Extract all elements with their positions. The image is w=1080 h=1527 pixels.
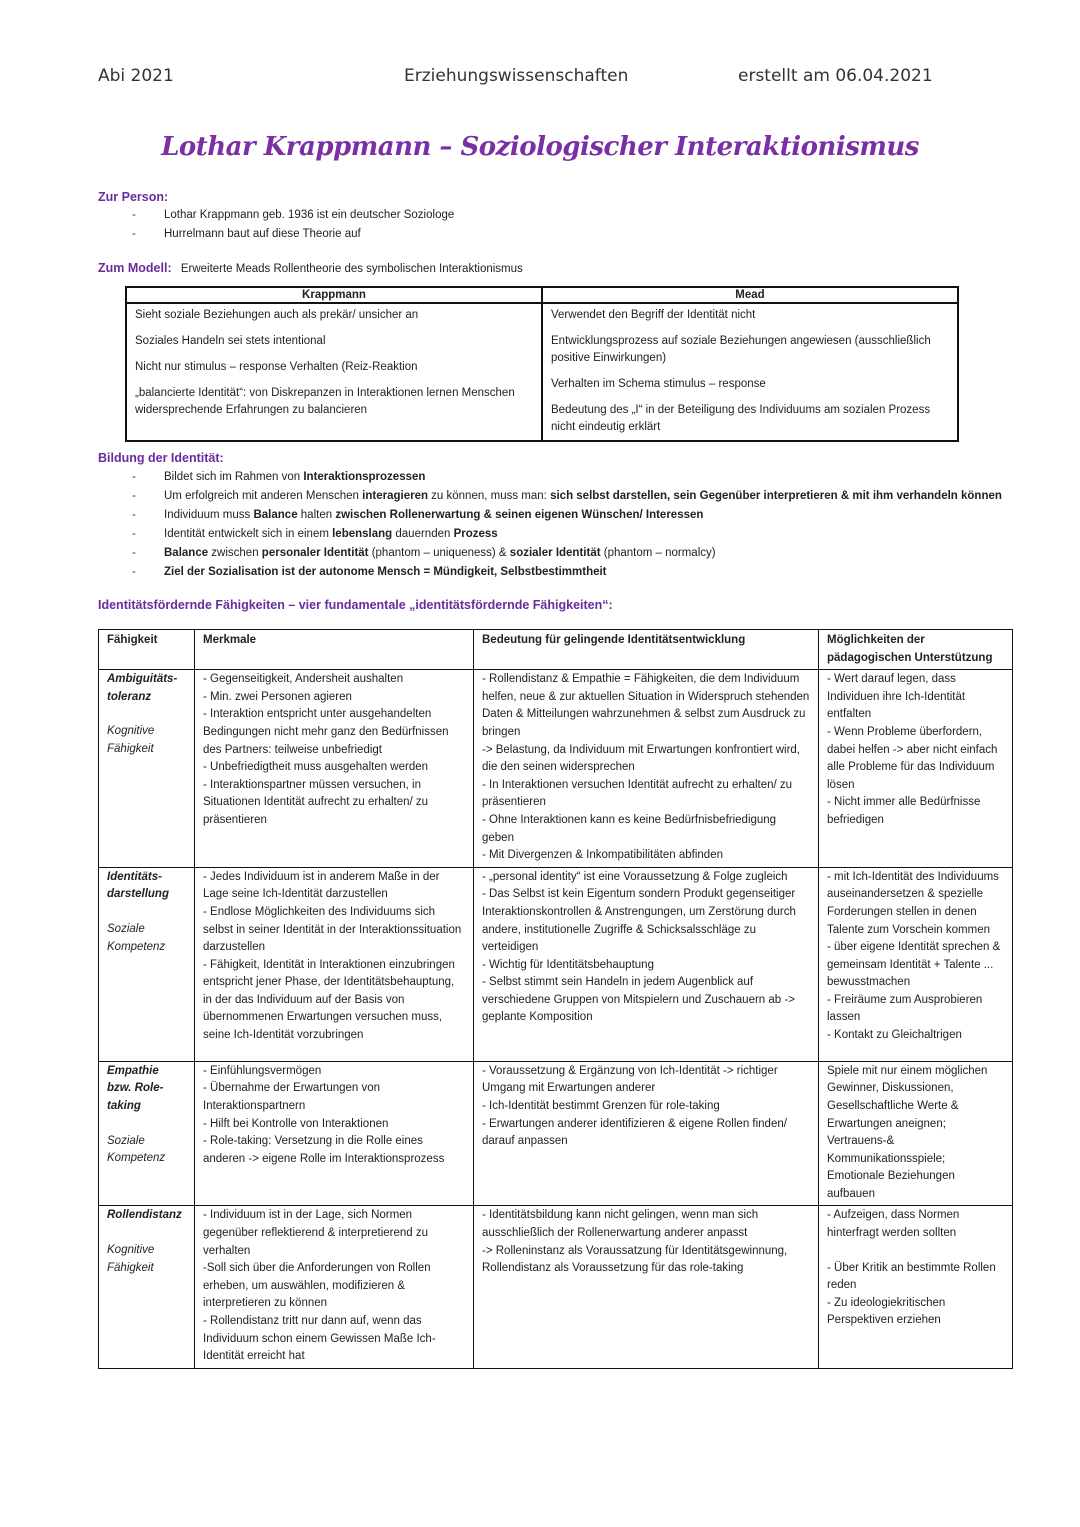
ability-cell bbox=[99, 867, 195, 1061]
ability-name: Rollendistanz bbox=[107, 1209, 182, 1222]
page-title: Lothar Krappmann – Soziologischer Interaktionismus bbox=[161, 132, 919, 162]
identity-list bbox=[128, 468, 1058, 582]
meaning-cell: - Voraussetzung & Ergänzung von Ich-Identität -> richtiger Umgang mit Erwartungen anderer - Ich-Identität bestimmt Grenzen für role-taking - Erwartungen anderer identifizieren & eigene Rollen finden/ darauf anpassen bbox=[474, 1061, 819, 1206]
model-label: Zum Modell: bbox=[98, 261, 172, 275]
comparison-table bbox=[125, 286, 959, 442]
header-subject: Erziehungswissenschaften bbox=[404, 66, 629, 86]
header-left: Abi 2021 bbox=[98, 66, 174, 86]
list-item: - Identität entwickelt sich in einem lebenslang dauernden Prozess bbox=[128, 525, 1058, 544]
krappmann-header: Krappmann bbox=[126, 287, 542, 303]
header-date: erstellt am 06.04.2021 bbox=[738, 66, 933, 86]
list-item: - Ziel der Sozialisation ist der autonome Mensch = Mündigkeit, Selbstbestimmtheit bbox=[128, 563, 1058, 582]
support-cell: - Wert darauf legen, dass Individuen ihre Ich-Identität entfalten - Wenn Probleme überfordern, dabei helfen -> aber nicht einfach alle Probleme für das Individuum lösen - Nicht immer alle Bedürfnisse befriedigen bbox=[819, 670, 1013, 868]
ability-category: Kognitive Fähigkeit bbox=[107, 1244, 155, 1274]
ability-cell bbox=[99, 1061, 195, 1206]
mead-cell bbox=[542, 303, 958, 441]
table-row bbox=[99, 1206, 1013, 1368]
ability-name: Identitäts-darstellung bbox=[107, 870, 169, 901]
list-item: Soziales Handeln sei stets intentional bbox=[135, 335, 326, 347]
ability-cell bbox=[99, 670, 195, 868]
meaning-cell: - Rollendistanz & Empathie = Fähigkeiten, die dem Individuum helfen, neue & zur aktuellen Situation in Widerspruch stehenden Daten & Mitteilungen wahrzunehmen & selbst zum Ausdruck zu bringen -> Belastung, da Individuum mit Erwartungen konfrontiert wird, die den seinen widersprechen - In Interaktionen versuchen Identität aufrecht zu erhalten/ zu präsentieren - Ohne Interaktionen kann es keine Bedürfnisbefriedigung geben - Mit Divergenzen & Inkompatibilitäten abfinden bbox=[474, 670, 819, 868]
table-row bbox=[99, 1061, 1013, 1206]
list-item: „balancierte Identität“: von Diskrepanzen in Interaktionen lernen Menschen widersprechende Erfahrungen zu balancieren bbox=[135, 387, 515, 416]
list-item: - Lothar Krappmann geb. 1936 ist ein deutscher Soziologe bbox=[128, 206, 1028, 225]
features-cell: - Gegenseitigkeit, Andersheit aushalten - Min. zwei Personen agieren - Interaktion entspricht unter ausgehandelten Bedingungen nicht mehr ganz den Bedürfnissen des Partners: teilweise unbefriedigt - Unbefriedigtheit muss ausgehalten werden - Interaktionspartner müssen versuchen, in Situationen Identität aufrecht zu erhalten/ zu präsentieren bbox=[195, 670, 474, 868]
support-cell: - mit Ich-Identität des Individuums auseinandersetzen & spezielle Forderungen stellen in denen Talente zum Vorschein kommen - über eigene Identität sprechen & gemeinsam Identität + Talente ... bewusstmachen - Freiräume zum Ausprobieren lassen - Kontakt zu Gleichaltrigen bbox=[819, 867, 1013, 1061]
ability-category: Soziale Kompetenz bbox=[107, 1134, 166, 1165]
list-item: - Hurrelmann baut auf diese Theorie auf bbox=[128, 225, 1028, 244]
mead-header: Mead bbox=[542, 287, 958, 303]
list-item: Bedeutung des „I“ in der Beteiligung des Individuums am sozialen Prozess nicht eindeutig erklärt bbox=[551, 404, 931, 433]
table-row bbox=[99, 670, 1013, 868]
list-item: - Balance zwischen personaler Identität (phantom – uniqueness) & sozialer Identität (phantom – normalcy) bbox=[128, 544, 1058, 563]
col-header: Merkmale bbox=[195, 630, 474, 670]
abilities-table bbox=[98, 629, 1013, 1369]
meaning-cell: - „personal identity“ ist eine Voraussetzung & Folge zugleich - Das Selbst ist kein Eigentum sondern Produkt gegenseitiger Interaktionskontrollen & Anstrengungen, um Zerstörung durch andere, institutionelle Zugriffe & Schicksalsschläge zu verteidigen - Wichtig für Identitätsbehauptung - Selbst stimmt sein Handeln in jedem Augenblick auf verschiedene Gruppen von Mitspielern und Zuschauern ab -> geplante Komposition bbox=[474, 867, 819, 1061]
list-item: - Um erfolgreich mit anderen Menschen interagieren zu können, muss man: sich selbst darstellen, sein Gegenüber interpretieren & mit ihm verhandeln können bbox=[128, 487, 1058, 506]
list-item: Verwendet den Begriff der Identität nicht bbox=[551, 309, 756, 321]
abilities-label: Identitätsfördernde Fähigkeiten – vier fundamentale „identitätsfördernde Fähigkeiten“: bbox=[98, 598, 613, 612]
features-cell: - Jedes Individuum ist in anderem Maße in der Lage seine Ich-Identität darzustellen - Endlose Möglichkeiten des Individuums sich selbst in seiner Identität in der Interaktionssituation darzustellen - Fähigkeit, Identität in Interaktionen einzubringen entspricht jener Phase, der Identitätsbehauptung, in der das Individuum auf der Basis von übernommenen Erwartungen versuchen muss, seine Ich-Identität vorzubringen bbox=[195, 867, 474, 1061]
ability-cell bbox=[99, 1206, 195, 1368]
person-list bbox=[128, 206, 1028, 244]
model-text: Erweiterte Meads Rollentheorie des symbolischen Interaktionismus bbox=[180, 263, 523, 275]
krappmann-cell bbox=[126, 303, 542, 441]
model-line bbox=[98, 259, 523, 279]
ability-category: Kognitive Fähigkeit bbox=[107, 725, 155, 755]
col-header: Fähigkeit bbox=[99, 630, 195, 670]
ability-name: Empathie bzw. Role-taking bbox=[107, 1064, 164, 1112]
ability-name: Ambiguitäts-toleranz bbox=[107, 673, 178, 703]
list-item: - Individuum muss Balance halten zwischen Rollenerwartung & seinen eigenen Wünschen/ Interessen bbox=[128, 506, 1058, 525]
person-label: Zur Person: bbox=[98, 190, 169, 204]
features-cell: - Einfühlungsvermögen - Übernahme der Erwartungen von Interaktionspartnern - Hilft bei Kontrolle von Interaktionen - Role-taking: Versetzung in die Rolle eines anderen -> eigene Rolle im Interaktionsprozess bbox=[195, 1061, 474, 1206]
meaning-cell: - Identitätsbildung kann nicht gelingen, wenn man sich ausschließlich der Rollenerwartung anderer anpasst -> Rolleninstanz als Voraussatzung für Identitätsgewinnung, Rollendistanz als Voraussetzung für das role-taking bbox=[474, 1206, 819, 1368]
list-item: Entwicklungsprozess auf soziale Beziehungen angewiesen (ausschließlich positive Einwirkungen) bbox=[551, 335, 931, 364]
list-item: Sieht soziale Beziehungen auch als prekär/ unsicher an bbox=[135, 309, 419, 321]
identity-label: Bildung der Identität: bbox=[98, 451, 224, 465]
col-header: Bedeutung für gelingende Identitätsentwicklung bbox=[474, 630, 819, 670]
support-cell: Spiele mit nur einem möglichen Gewinner, Diskussionen, Gesellschaftliche Werte & Erwartungen aneignen; Vertrauens-& Kommunikationsspiele; Emotionale Beziehungen aufbauen bbox=[819, 1061, 1013, 1206]
col-header: Möglichkeiten der pädagogischen Unterstützung bbox=[819, 630, 1013, 670]
support-cell: - Aufzeigen, dass Normen hinterfragt werden sollten - Über Kritik an bestimmte Rollen reden - Zu ideologiekritischen Perspektiven erziehen bbox=[819, 1206, 1013, 1368]
table-row bbox=[99, 867, 1013, 1061]
features-cell: - Individuum ist in der Lage, sich Normen gegenüber reflektierend & interpretierend zu verhalten -Soll sich über die Anforderungen von Rollen erheben, um auswählen, modifizieren & interpretieren zu können - Rollendistanz tritt nur dann auf, wenn das Individuum schon einem Gewissen Maße Ich-Identität erreicht hat bbox=[195, 1206, 474, 1368]
ability-category: Soziale Kompetenz bbox=[107, 922, 166, 953]
list-item: - Bildet sich im Rahmen von Interaktionsprozessen bbox=[128, 468, 1058, 487]
list-item: Verhalten im Schema stimulus – response bbox=[551, 378, 766, 390]
list-item: Nicht nur stimulus – response Verhalten (Reiz-Reaktion bbox=[135, 361, 418, 373]
